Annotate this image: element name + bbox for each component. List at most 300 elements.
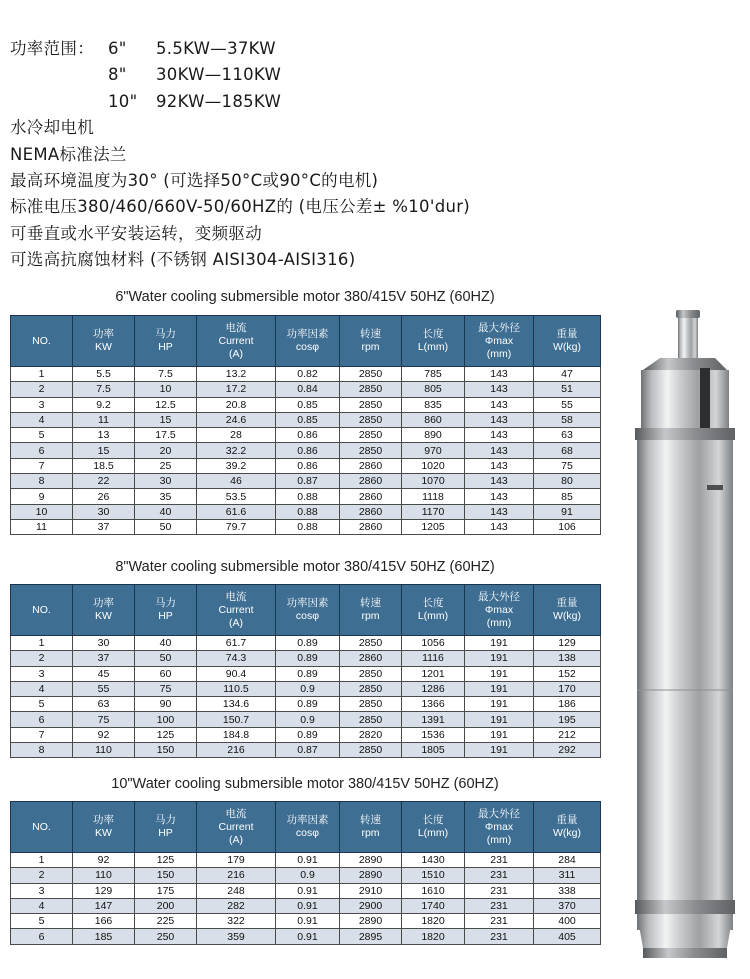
table-title-6inch: 6"Water cooling submersible motor 380/415V 50HZ (60HZ) <box>115 289 495 305</box>
header-length: 长度 L(mm) <box>402 585 465 636</box>
cell-current: 32.2 <box>197 443 276 458</box>
feature-line: NEMA标准法兰 <box>10 144 127 164</box>
cell-no: 6 <box>11 712 73 727</box>
cell-max-diameter: 191 <box>465 712 534 727</box>
header-no: NO. <box>11 316 73 367</box>
table-row <box>11 712 601 727</box>
cell-current: 134.6 <box>197 697 276 712</box>
cell-max-diameter: 231 <box>465 929 534 944</box>
cell-current: 28 <box>197 428 276 443</box>
cell-max-diameter: 143 <box>465 382 534 397</box>
cell-max-diameter: 231 <box>465 898 534 913</box>
cell-power-factor: 0.89 <box>276 697 340 712</box>
cell-no: 9 <box>11 489 73 504</box>
cell-speed: 2820 <box>340 727 402 742</box>
cell-max-diameter: 231 <box>465 883 534 898</box>
cell-speed: 2890 <box>340 914 402 929</box>
cell-speed: 2850 <box>340 412 402 427</box>
cell-speed: 2860 <box>340 651 402 666</box>
cell-current: 150.7 <box>197 712 276 727</box>
cell-power-factor: 0.89 <box>276 651 340 666</box>
cell-weight: 138 <box>534 651 601 666</box>
cell-weight: 311 <box>534 868 601 883</box>
cell-max-diameter: 231 <box>465 914 534 929</box>
header-power: 功率 KW <box>73 316 135 367</box>
cell-power-factor: 0.86 <box>276 428 340 443</box>
table-header-row <box>11 585 601 636</box>
table-row <box>11 929 601 944</box>
cell-length: 970 <box>402 443 465 458</box>
header-power: 功率 KW <box>73 802 135 853</box>
range-size: 6" <box>108 39 127 58</box>
feature-line: 可垂直或水平安装运转，变频驱动 <box>10 223 262 243</box>
cell-no: 2 <box>11 382 73 397</box>
table-row <box>11 868 601 883</box>
cell-power-factor: 0.88 <box>276 489 340 504</box>
header-current: 电流 Current (A) <box>197 802 276 853</box>
cell-length: 1205 <box>402 519 465 534</box>
header-speed: 转速 rpm <box>340 585 402 636</box>
table-row <box>11 743 601 758</box>
cell-current: 179 <box>197 853 276 868</box>
cell-power-factor: 0.88 <box>276 519 340 534</box>
table-row <box>11 367 601 382</box>
table-row <box>11 474 601 489</box>
header-max-diameter: 最大外径 Φmax (mm) <box>465 316 534 367</box>
cell-max-diameter: 143 <box>465 412 534 427</box>
cell-current: 20.8 <box>197 397 276 412</box>
cell-current: 90.4 <box>197 666 276 681</box>
cell-hp: 30 <box>135 474 197 489</box>
cell-hp: 7.5 <box>135 367 197 382</box>
cell-length: 1430 <box>402 853 465 868</box>
feature-line: 最高环境温度为30° (可选择50°C或90°C的电机) <box>10 170 379 190</box>
cell-weight: 338 <box>534 883 601 898</box>
cell-max-diameter: 191 <box>465 666 534 681</box>
cell-power: 129 <box>73 883 135 898</box>
table-row <box>11 504 601 519</box>
cell-hp: 250 <box>135 929 197 944</box>
cell-power: 11 <box>73 412 135 427</box>
cell-power: 9.2 <box>73 397 135 412</box>
cell-power: 110 <box>73 868 135 883</box>
table-row <box>11 489 601 504</box>
cell-hp: 150 <box>135 868 197 883</box>
cell-weight: 55 <box>534 397 601 412</box>
cell-speed: 2860 <box>340 474 402 489</box>
cell-current: 39.2 <box>197 458 276 473</box>
submersible-motor-image <box>615 300 750 970</box>
range-value: 92KW—185KW <box>156 91 282 111</box>
cell-speed: 2850 <box>340 666 402 681</box>
cell-power: 7.5 <box>73 382 135 397</box>
cell-power: 75 <box>73 712 135 727</box>
cell-power: 55 <box>73 681 135 696</box>
power-range-row <box>10 62 470 88</box>
cell-no: 3 <box>11 397 73 412</box>
table-row <box>11 883 601 898</box>
cell-hp: 25 <box>135 458 197 473</box>
cell-speed: 2890 <box>340 868 402 883</box>
cell-weight: 106 <box>534 519 601 534</box>
table-title-8inch: 8"Water cooling submersible motor 380/415V 50HZ (60HZ) <box>115 559 495 575</box>
cell-current: 248 <box>197 883 276 898</box>
cell-speed: 2890 <box>340 853 402 868</box>
header-current: 电流 Current (A) <box>197 316 276 367</box>
cell-hp: 90 <box>135 697 197 712</box>
cell-hp: 50 <box>135 651 197 666</box>
header-max-diameter: 最大外径 Φmax (mm) <box>465 802 534 853</box>
header-weight: 重量 W(kg) <box>534 316 601 367</box>
header-hp: 马力 HP <box>135 802 197 853</box>
cell-no: 6 <box>11 929 73 944</box>
cell-hp: 175 <box>135 883 197 898</box>
cell-speed: 2850 <box>340 443 402 458</box>
header-power: 功率 KW <box>73 585 135 636</box>
cell-power-factor: 0.91 <box>276 914 340 929</box>
cell-max-diameter: 143 <box>465 443 534 458</box>
feature-line: 可选高抗腐蚀材料 (不锈钢 AISI304-AISI316) <box>10 250 356 270</box>
cell-no: 4 <box>11 412 73 427</box>
cell-speed: 2850 <box>340 681 402 696</box>
header-power-factor: 功率因素 cosφ <box>276 316 340 367</box>
cell-length: 1070 <box>402 474 465 489</box>
cell-weight: 212 <box>534 727 601 742</box>
cell-no: 8 <box>11 743 73 758</box>
cell-current: 61.6 <box>197 504 276 519</box>
header-length: 长度 L(mm) <box>402 802 465 853</box>
cell-no: 3 <box>11 666 73 681</box>
cell-length: 1056 <box>402 636 465 651</box>
cell-length: 1536 <box>402 727 465 742</box>
cell-weight: 195 <box>534 712 601 727</box>
cell-weight: 75 <box>534 458 601 473</box>
cell-weight: 80 <box>534 474 601 489</box>
cell-max-diameter: 143 <box>465 504 534 519</box>
cell-power: 5.5 <box>73 367 135 382</box>
range-value: 5.5KW—37KW <box>156 39 276 58</box>
cell-power-factor: 0.91 <box>276 929 340 944</box>
cell-power-factor: 0.88 <box>276 504 340 519</box>
cell-length: 785 <box>402 367 465 382</box>
cell-length: 1740 <box>402 898 465 913</box>
cell-current: 110.5 <box>197 681 276 696</box>
cell-length: 1286 <box>402 681 465 696</box>
cell-speed: 2850 <box>340 367 402 382</box>
cell-no: 8 <box>11 474 73 489</box>
table-row <box>11 397 601 412</box>
cell-weight: 152 <box>534 666 601 681</box>
table-row <box>11 651 601 666</box>
cell-no: 1 <box>11 636 73 651</box>
cell-power: 110 <box>73 743 135 758</box>
cell-no: 5 <box>11 914 73 929</box>
cell-length: 1391 <box>402 712 465 727</box>
cell-power-factor: 0.86 <box>276 443 340 458</box>
table-row <box>11 727 601 742</box>
cell-current: 322 <box>197 914 276 929</box>
feature-line: 标准电压380/460/660V-50/60HZ的 (电压公差± %10'dur) <box>10 197 471 217</box>
table-row <box>11 458 601 473</box>
cell-length: 890 <box>402 428 465 443</box>
cell-speed: 2910 <box>340 883 402 898</box>
cell-weight: 284 <box>534 853 601 868</box>
cell-weight: 58 <box>534 412 601 427</box>
cell-power-factor: 0.82 <box>276 367 340 382</box>
cell-current: 74.3 <box>197 651 276 666</box>
cell-hp: 200 <box>135 898 197 913</box>
header-speed: 转速 rpm <box>340 802 402 853</box>
cell-no: 4 <box>11 681 73 696</box>
cell-hp: 15 <box>135 412 197 427</box>
cell-power-factor: 0.86 <box>276 458 340 473</box>
header-hp: 马力 HP <box>135 585 197 636</box>
range-size: 10" <box>108 91 138 111</box>
cell-weight: 51 <box>534 382 601 397</box>
cell-hp: 75 <box>135 681 197 696</box>
cell-power-factor: 0.87 <box>276 743 340 758</box>
cell-max-diameter: 143 <box>465 397 534 412</box>
spec-table-8inch <box>10 584 601 758</box>
cell-power-factor: 0.85 <box>276 397 340 412</box>
power-range-row <box>10 36 470 62</box>
cell-power-factor: 0.9 <box>276 712 340 727</box>
cell-speed: 2860 <box>340 504 402 519</box>
cell-no: 6 <box>11 443 73 458</box>
cell-weight: 405 <box>534 929 601 944</box>
table-row <box>11 853 601 868</box>
cell-power: 30 <box>73 636 135 651</box>
header-max-diameter: 最大外径 Φmax (mm) <box>465 585 534 636</box>
table-row <box>11 697 601 712</box>
cell-no: 7 <box>11 727 73 742</box>
cell-power: 166 <box>73 914 135 929</box>
cell-hp: 50 <box>135 519 197 534</box>
cell-power-factor: 0.89 <box>276 727 340 742</box>
cell-max-diameter: 191 <box>465 636 534 651</box>
cell-power: 92 <box>73 853 135 868</box>
cell-speed: 2900 <box>340 898 402 913</box>
table-row <box>11 412 601 427</box>
table-row <box>11 443 601 458</box>
cell-max-diameter: 191 <box>465 727 534 742</box>
cell-power: 15 <box>73 443 135 458</box>
feature-line: 水冷却电机 <box>10 118 94 138</box>
cell-current: 17.2 <box>197 382 276 397</box>
cell-current: 13.2 <box>197 367 276 382</box>
cell-length: 1201 <box>402 666 465 681</box>
cell-current: 53.5 <box>197 489 276 504</box>
cell-length: 1820 <box>402 914 465 929</box>
table-title-10inch: 10"Water cooling submersible motor 380/415V 50HZ (60HZ) <box>111 776 499 792</box>
cell-power-factor: 0.85 <box>276 412 340 427</box>
cell-max-diameter: 191 <box>465 743 534 758</box>
table-header-row <box>11 802 601 853</box>
cell-length: 1510 <box>402 868 465 883</box>
header-current: 电流 Current (A) <box>197 585 276 636</box>
cell-current: 216 <box>197 868 276 883</box>
cell-weight: 292 <box>534 743 601 758</box>
cell-length: 1610 <box>402 883 465 898</box>
cell-current: 282 <box>197 898 276 913</box>
spec-table-6inch <box>10 315 601 535</box>
cell-power: 37 <box>73 651 135 666</box>
table-row <box>11 681 601 696</box>
table-row <box>11 428 601 443</box>
cell-length: 1170 <box>402 504 465 519</box>
cell-weight: 129 <box>534 636 601 651</box>
spec-table-10inch <box>10 801 601 945</box>
cell-hp: 20 <box>135 443 197 458</box>
cell-power: 45 <box>73 666 135 681</box>
cell-length: 1116 <box>402 651 465 666</box>
cell-max-diameter: 143 <box>465 367 534 382</box>
cell-current: 46 <box>197 474 276 489</box>
table-row <box>11 519 601 534</box>
cell-weight: 91 <box>534 504 601 519</box>
cell-power: 147 <box>73 898 135 913</box>
cell-speed: 2860 <box>340 519 402 534</box>
cell-power-factor: 0.89 <box>276 636 340 651</box>
cell-speed: 2850 <box>340 712 402 727</box>
cell-speed: 2850 <box>340 636 402 651</box>
cell-length: 1805 <box>402 743 465 758</box>
cell-no: 3 <box>11 883 73 898</box>
header-no: NO. <box>11 802 73 853</box>
cell-power: 22 <box>73 474 135 489</box>
cell-speed: 2850 <box>340 397 402 412</box>
cell-no: 2 <box>11 868 73 883</box>
cell-speed: 2850 <box>340 697 402 712</box>
cell-speed: 2860 <box>340 458 402 473</box>
cell-max-diameter: 143 <box>465 428 534 443</box>
cell-max-diameter: 191 <box>465 697 534 712</box>
cell-length: 1820 <box>402 929 465 944</box>
header-speed: 转速 rpm <box>340 316 402 367</box>
cell-hp: 150 <box>135 743 197 758</box>
cell-no: 10 <box>11 504 73 519</box>
cell-power: 26 <box>73 489 135 504</box>
table-row <box>11 898 601 913</box>
cell-length: 805 <box>402 382 465 397</box>
header-power-factor: 功率因素 cosφ <box>276 802 340 853</box>
cell-speed: 2860 <box>340 489 402 504</box>
header-no: NO. <box>11 585 73 636</box>
cell-max-diameter: 143 <box>465 474 534 489</box>
cell-no: 11 <box>11 519 73 534</box>
cell-hp: 100 <box>135 712 197 727</box>
cell-power-factor: 0.9 <box>276 681 340 696</box>
cell-max-diameter: 143 <box>465 489 534 504</box>
cell-power-factor: 0.84 <box>276 382 340 397</box>
cell-power-factor: 0.89 <box>276 666 340 681</box>
cell-no: 5 <box>11 428 73 443</box>
cell-length: 1366 <box>402 697 465 712</box>
header-hp: 马力 HP <box>135 316 197 367</box>
cell-weight: 85 <box>534 489 601 504</box>
cell-max-diameter: 231 <box>465 853 534 868</box>
header-weight: 重量 W(kg) <box>534 585 601 636</box>
table-row <box>11 666 601 681</box>
cell-power-factor: 0.87 <box>276 474 340 489</box>
cell-power: 92 <box>73 727 135 742</box>
cell-hp: 17.5 <box>135 428 197 443</box>
cell-weight: 400 <box>534 914 601 929</box>
table-header-row <box>11 316 601 367</box>
table-row <box>11 914 601 929</box>
cell-length: 1118 <box>402 489 465 504</box>
cell-speed: 2850 <box>340 743 402 758</box>
cell-power: 18.5 <box>73 458 135 473</box>
range-size: 8" <box>108 65 127 85</box>
cell-weight: 63 <box>534 428 601 443</box>
cell-hp: 125 <box>135 727 197 742</box>
cell-speed: 2850 <box>340 428 402 443</box>
cell-length: 1020 <box>402 458 465 473</box>
cell-current: 359 <box>197 929 276 944</box>
cell-hp: 10 <box>135 382 197 397</box>
cell-no: 5 <box>11 697 73 712</box>
cell-power-factor: 0.91 <box>276 853 340 868</box>
cell-hp: 40 <box>135 504 197 519</box>
table-row <box>11 382 601 397</box>
cell-hp: 60 <box>135 666 197 681</box>
cell-max-diameter: 231 <box>465 868 534 883</box>
cell-no: 7 <box>11 458 73 473</box>
cell-hp: 225 <box>135 914 197 929</box>
header-power-factor: 功率因素 cosφ <box>276 585 340 636</box>
cell-weight: 68 <box>534 443 601 458</box>
cell-weight: 47 <box>534 367 601 382</box>
cell-speed: 2895 <box>340 929 402 944</box>
cell-no: 1 <box>11 853 73 868</box>
power-range-label: 功率范围： <box>10 39 94 58</box>
cell-hp: 40 <box>135 636 197 651</box>
header-length: 长度 L(mm) <box>402 316 465 367</box>
cell-current: 216 <box>197 743 276 758</box>
cell-power-factor: 0.91 <box>276 898 340 913</box>
cell-current: 24.6 <box>197 412 276 427</box>
cell-max-diameter: 191 <box>465 681 534 696</box>
table-row <box>11 636 601 651</box>
cell-no: 2 <box>11 651 73 666</box>
cell-power: 13 <box>73 428 135 443</box>
cell-power: 30 <box>73 504 135 519</box>
cell-current: 79.7 <box>197 519 276 534</box>
cell-length: 860 <box>402 412 465 427</box>
cell-power: 63 <box>73 697 135 712</box>
cell-weight: 186 <box>534 697 601 712</box>
product-features <box>10 36 470 274</box>
cell-current: 61.7 <box>197 636 276 651</box>
cell-length: 835 <box>402 397 465 412</box>
cell-no: 1 <box>11 367 73 382</box>
cell-hp: 125 <box>135 853 197 868</box>
cell-current: 184.8 <box>197 727 276 742</box>
range-value: 30KW—110KW <box>156 65 282 85</box>
cell-weight: 170 <box>534 681 601 696</box>
cell-hp: 12.5 <box>135 397 197 412</box>
cell-max-diameter: 191 <box>465 651 534 666</box>
cell-hp: 35 <box>135 489 197 504</box>
cell-max-diameter: 143 <box>465 519 534 534</box>
cell-no: 4 <box>11 898 73 913</box>
cell-speed: 2850 <box>340 382 402 397</box>
header-weight: 重量 W(kg) <box>534 802 601 853</box>
cell-power-factor: 0.91 <box>276 883 340 898</box>
cell-power-factor: 0.9 <box>276 868 340 883</box>
cell-max-diameter: 143 <box>465 458 534 473</box>
